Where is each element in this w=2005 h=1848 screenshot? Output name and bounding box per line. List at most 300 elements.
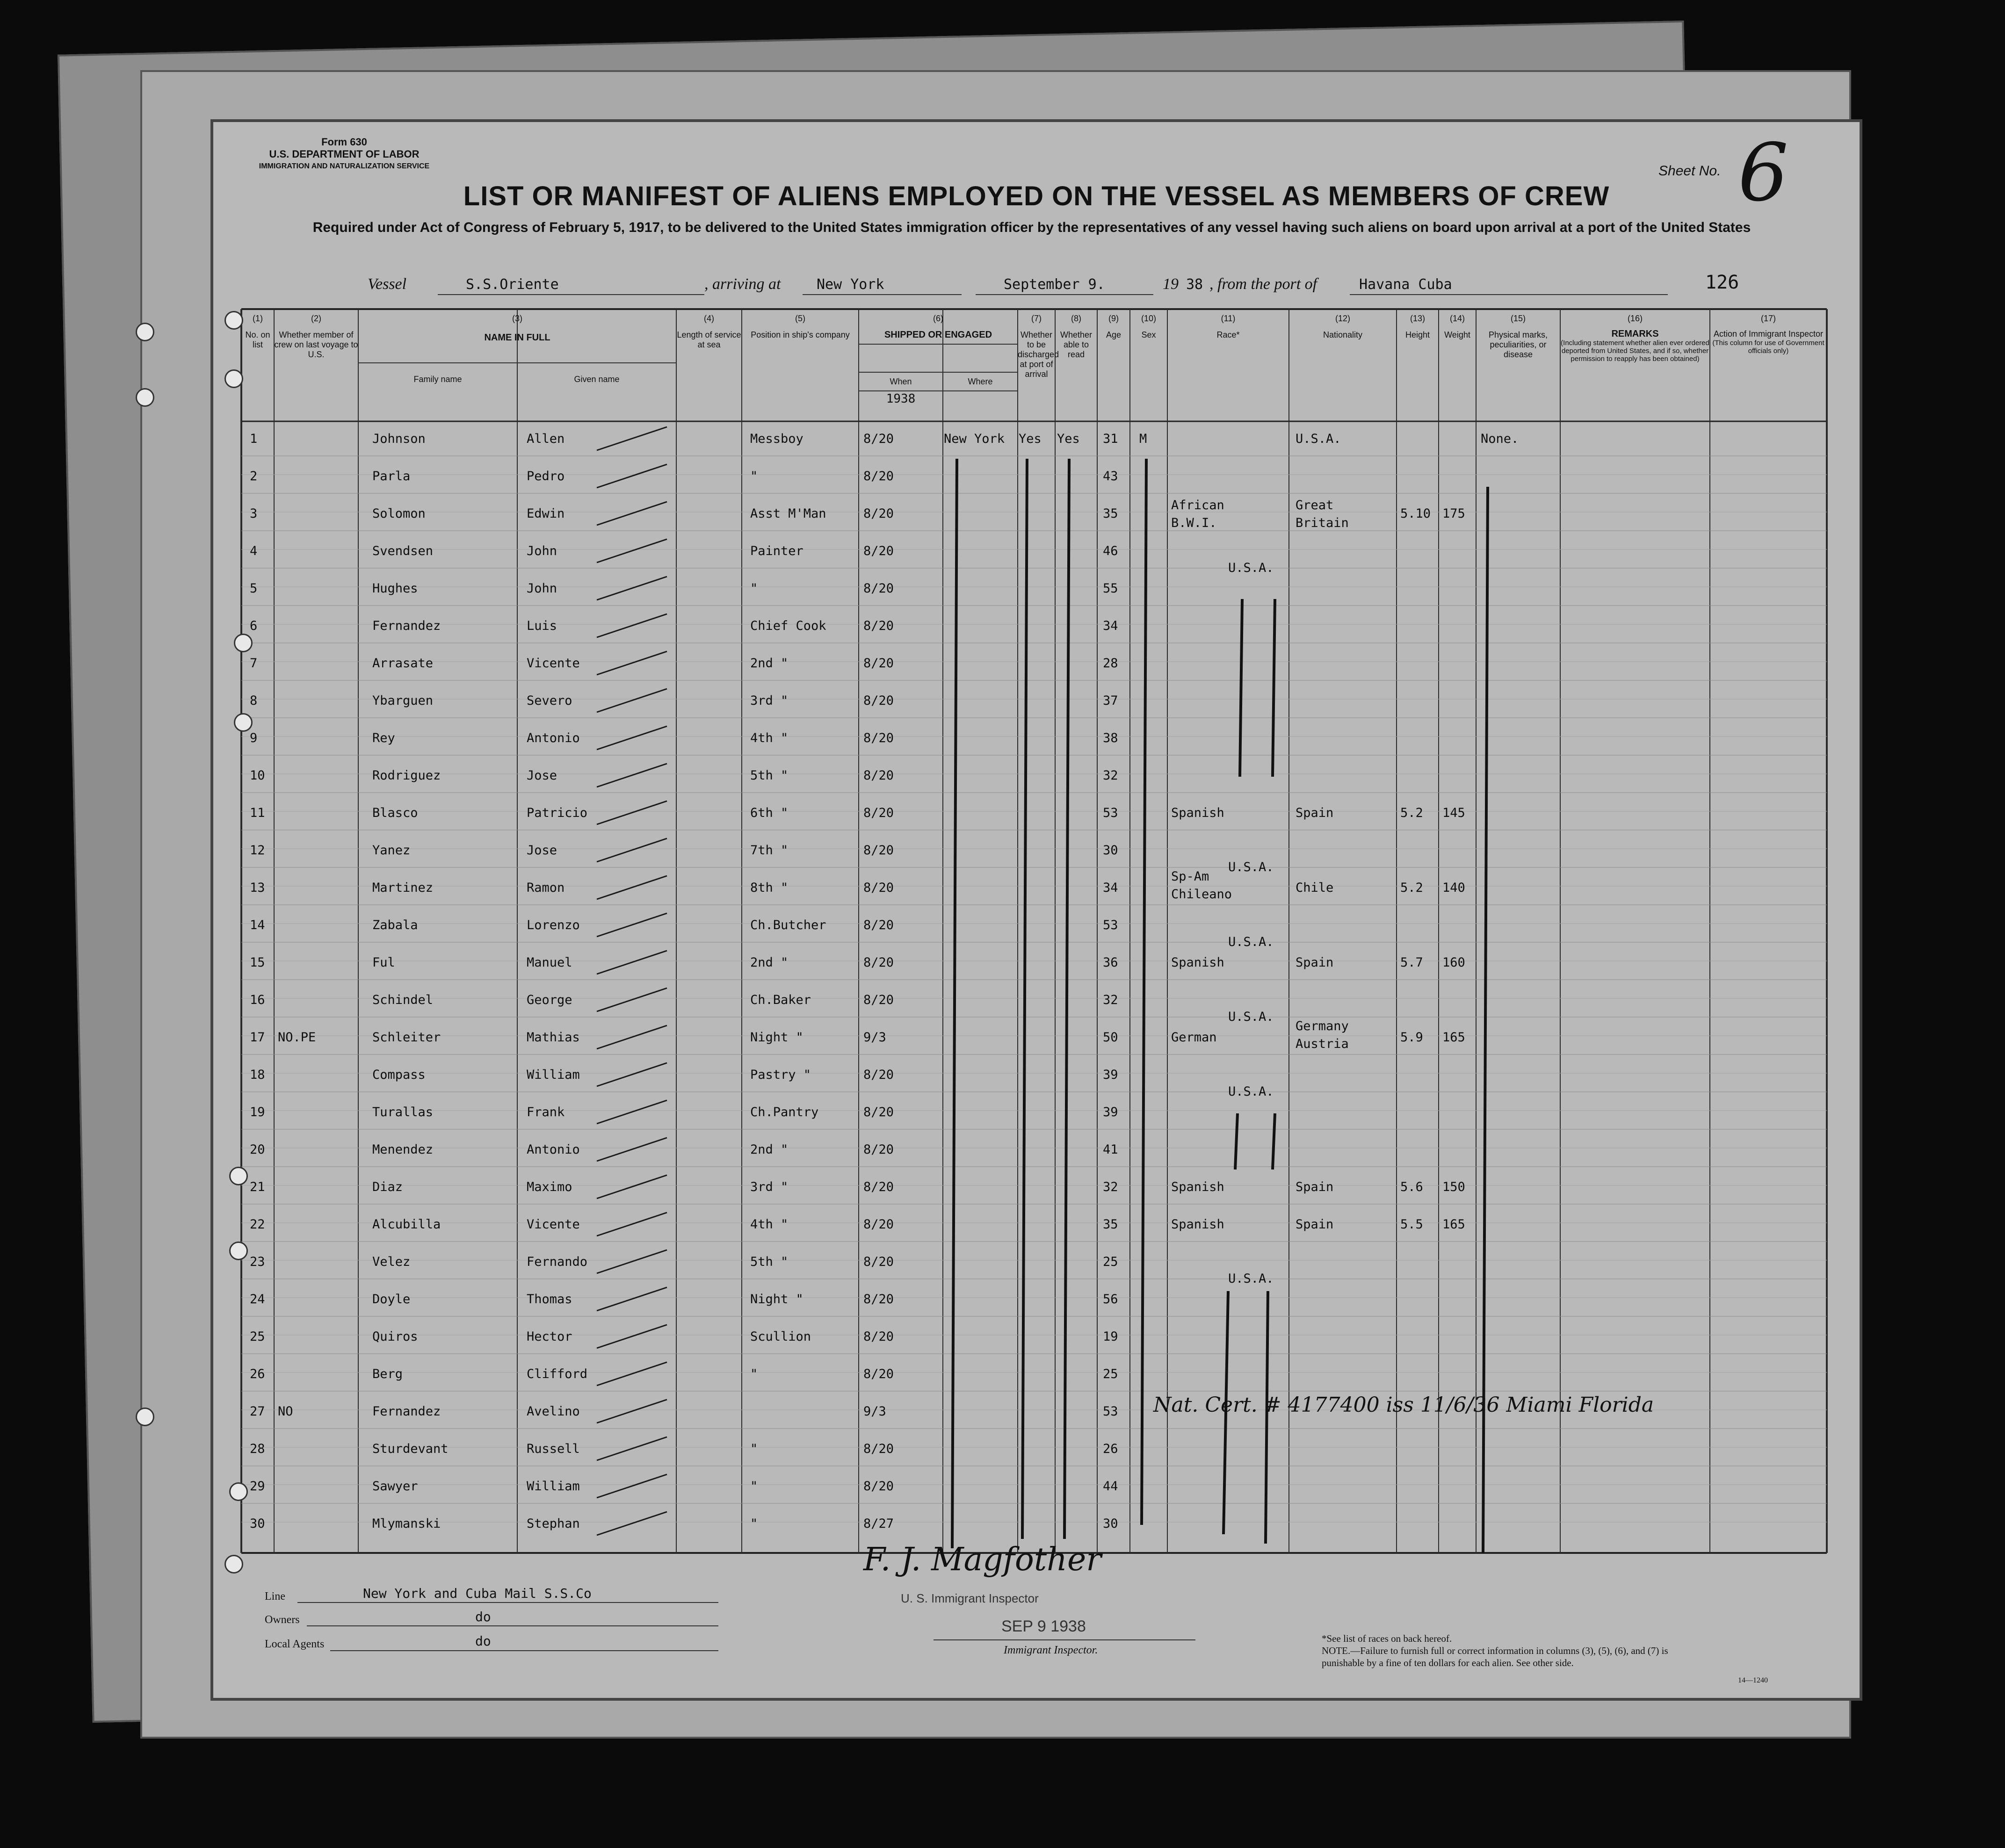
row-position-cell: Painter [750,544,803,558]
row-no-cell: 21 [250,1180,265,1194]
row-given-cell: Patricio [527,806,588,820]
check-tick-mark [597,577,667,600]
row-nat-cell: Spain [1296,1217,1334,1232]
check-tick-mark [597,876,667,899]
vessel-label: Vessel [368,275,407,293]
form-code: 14—1240 [1738,1676,1768,1684]
row-usa-above-cell: U.S.A. [1228,561,1274,575]
row-age-cell: 28 [1103,656,1118,671]
col-prev-voyage-header [274,314,358,360]
row-family-cell: Johnson [372,432,426,446]
year-prefix: 19 [1163,275,1179,293]
row-weight-cell: 145 [1442,806,1465,820]
form-number: Form 630 [321,136,367,148]
row-given-cell: William [527,1068,580,1082]
manifest-sheet [210,119,1862,1701]
row-family-cell: Velez [372,1255,411,1269]
sheet-number: 6 [1738,127,1789,219]
row-family-cell: Schindel [372,993,434,1007]
row-when-cell: 8/20 [863,1479,894,1494]
row-read-cell: Yes [1057,432,1080,446]
row-when-cell: 8/20 [863,993,894,1007]
col-age-header-label: Age [1106,330,1122,339]
col-race-header [1167,314,1289,340]
row-when-cell: 8/20 [863,544,894,558]
row-no-cell: 2 [250,469,258,484]
row-position-cell: 7th " [750,843,789,858]
inspector-signature: F. J. Magfother [863,1541,1101,1578]
agents-label: Local Agents [265,1638,325,1650]
agents-value: do [475,1633,491,1649]
row-family-cell: Zabala [372,918,418,932]
col-remarks-label: REMARKS [1611,329,1659,339]
row-position-cell: Chief Cook [750,619,826,633]
row-position-cell: " [750,581,758,596]
row-height-cell: 5.7 [1400,955,1423,970]
row-race-cell: Chileano [1171,887,1232,902]
check-tick-mark [597,1287,667,1311]
row-position-cell: 2nd " [750,1142,789,1157]
row-family-cell: Menendez [372,1142,434,1157]
row-prev-cell: NO.PE [278,1030,316,1045]
punch-hole [136,323,154,341]
row-family-cell: Solomon [372,506,426,521]
col-height-header-label: Height [1405,330,1430,339]
row-prev-cell: NO [278,1404,293,1419]
row-age-cell: 56 [1103,1292,1118,1307]
row-usa-above-cell: U.S.A. [1228,1271,1274,1286]
ditto-stroke [1240,599,1242,777]
col-discharge-header [1018,314,1059,379]
row-race2-cell: B.W.I. [1171,516,1217,530]
row-age-cell: 43 [1103,469,1118,484]
check-tick-mark [597,726,667,750]
row-family-cell: Diaz [372,1180,403,1194]
row-weight-cell: 165 [1442,1030,1465,1045]
row-family-cell: Sawyer [372,1479,418,1494]
departure-port: Havana Cuba [1359,276,1452,293]
row-when-cell: 8/20 [863,432,894,446]
row-no-cell: 18 [250,1068,265,1082]
row-no-cell: 17 [250,1030,265,1045]
row-height-cell: 5.5 [1400,1217,1423,1232]
row-when-cell: 8/20 [863,1329,894,1344]
row-when-cell: 8/20 [863,955,894,970]
col-race-header-num: (11) [1221,314,1236,323]
row-given-cell: Manuel [527,955,572,970]
owners-underline [307,1625,718,1626]
row-nat-cell: Great [1296,498,1334,513]
col-race-header-label: Race* [1216,330,1240,339]
row-position-cell: 4th " [750,731,789,745]
row-family-cell: Svendsen [372,544,434,558]
row-age-cell: 32 [1103,993,1118,1007]
row-given-cell: Pedro [527,469,565,484]
row-given-cell: Luis [527,619,557,633]
col-discharge-header-num: (7) [1031,314,1042,323]
check-tick-mark [597,1474,667,1498]
row-when-cell: 8/20 [863,881,894,895]
row-position-cell: " [750,1479,758,1494]
row-given-cell: Antonio [527,1142,580,1157]
col-age-header [1097,314,1130,340]
col-nationality-header [1289,314,1397,340]
check-tick-mark [597,1175,667,1198]
col-where-label: Where [968,377,993,386]
ditto-stroke [1142,459,1146,1525]
row-age-cell: 50 [1103,1030,1118,1045]
ditto-stroke [1235,1113,1238,1169]
row-when-cell: 8/20 [863,1180,894,1194]
col-year-value: 1938 [886,392,916,406]
row-no-cell: 9 [250,731,258,745]
row-no-cell: 19 [250,1105,265,1119]
col-action-note: (This column for use of Government officials only) [1712,339,1824,355]
row-when-cell: 8/20 [863,731,894,745]
check-tick-mark [597,1025,667,1049]
check-tick-mark [597,1512,667,1535]
row-weight-cell: 160 [1442,955,1465,970]
row-when-cell: 8/20 [863,656,894,671]
row-family-cell: Schleiter [372,1030,441,1045]
row-when-cell: 8/20 [863,1255,894,1269]
col-read-header-num: (8) [1071,314,1081,323]
row-position-cell: " [750,1516,758,1531]
row-age-cell: 34 [1103,881,1118,895]
row-no-cell: 1 [250,432,258,446]
row-given-cell: William [527,1479,580,1494]
ditto-stroke [1064,459,1069,1539]
col-name-header [358,314,676,343]
punch-hole [136,388,154,407]
check-tick-mark [597,1437,667,1460]
row-when-cell: 8/20 [863,768,894,783]
row-no-cell: 5 [250,581,258,596]
col-name-label: NAME IN FULL [484,332,550,343]
check-tick-mark [597,988,667,1011]
row-no-cell: 12 [250,843,265,858]
row-when-cell: 8/20 [863,843,894,858]
row-family-cell: Parla [372,469,411,484]
row-age-cell: 36 [1103,955,1118,970]
row-height-cell: 5.2 [1400,806,1423,820]
row-no-cell: 24 [250,1292,265,1307]
row-family-cell: Doyle [372,1292,411,1307]
owners-label: Owners [265,1614,300,1626]
col-read-header-label: Whether able to read [1060,330,1093,359]
row-height-cell: 5.9 [1400,1030,1423,1045]
row-no-cell: 7 [250,656,258,671]
row-when-cell: 8/20 [863,918,894,932]
punch-hole [229,1242,248,1260]
check-tick-mark [597,951,667,974]
agents-underline [330,1650,718,1651]
ditto-stroke [1273,599,1275,777]
row-age-cell: 32 [1103,768,1118,783]
row-nat2-cell: Britain [1296,516,1349,530]
row-position-cell: Ch.Butcher [750,918,826,932]
col-given-header [517,375,676,384]
row-height-cell: 5.10 [1400,506,1431,521]
serial-number: 126 [1705,272,1739,293]
row-when-cell: 8/20 [863,506,894,521]
col-name-num: (3) [512,314,522,323]
ditto-stroke [1273,1113,1275,1169]
col-no-header [241,314,274,350]
row-given-cell: Vicente [527,1217,580,1232]
punch-hole [224,311,243,330]
col-shipped-label: SHIPPED OR ENGAGED [884,330,992,340]
col-length-service-header-label: Length of service at sea [677,330,741,349]
page-subtitle: Required under Act of Congress of February 5, 1917, to be delivered to the United States immigration officer by the representatives of any vessel having such aliens on board upon arrival at a port of the United States [312,220,1751,235]
row-nat-cell: Spain [1296,806,1334,820]
row-race-cell: African [1171,498,1224,513]
row-no-cell: 30 [250,1516,265,1531]
row-nat-cell: Chile [1296,881,1334,895]
row-given-cell: Lorenzo [527,918,580,932]
punch-hole [136,1408,154,1426]
row-position-cell: " [750,469,758,484]
check-tick-mark [597,838,667,862]
check-tick-mark [597,614,667,637]
row-discharge-cell: Yes [1019,432,1042,446]
row-position-cell: Night " [750,1030,803,1045]
row-family-cell: Quiros [372,1329,418,1344]
punch-hole [224,1555,243,1574]
col-when-label: When [890,377,912,386]
col-remarks-note: (Including statement whether alien ever ordered deported from United States, and if so, whether permission to reapply has been obtained) [1561,339,1709,363]
row-age-cell: 30 [1103,843,1118,858]
col-position-header [742,314,859,340]
inspector-label: Immigrant Inspector. [1004,1644,1098,1656]
row-weight-cell: 150 [1442,1180,1465,1194]
row-age-cell: 53 [1103,806,1118,820]
row-weight-cell: 175 [1442,506,1465,521]
line-value: New York and Cuba Mail S.S.Co [363,1586,592,1601]
col-no-header-label: No. on list [245,330,270,349]
col-marks-header-label: Physical marks, peculiarities, or disease [1488,330,1548,359]
row-age-cell: 39 [1103,1068,1118,1082]
row-given-cell: Antonio [527,731,580,745]
row-race-cell: German [1171,1030,1217,1045]
check-tick-mark [597,1138,667,1161]
row-when-cell: 8/20 [863,581,894,596]
col-family-label: Family name [413,375,462,384]
row-race-cell: Spanish [1171,1180,1224,1194]
penalty-note: NOTE.—Failure to furnish full or correct information in columns (3), (5), (6), and (7) is punishable by a fine of ten dollars for each alien. See other side. [1322,1645,1668,1668]
row-usa-above-cell: U.S.A. [1228,1010,1274,1024]
row-when-cell: 8/20 [863,1217,894,1232]
col-weight-header [1439,314,1476,340]
col-action-header [1710,314,1827,355]
row-age-cell: 31 [1103,432,1118,446]
punch-hole [229,1167,248,1185]
row-family-cell: Rodriguez [372,768,441,783]
col-prev-voyage-header-label: Whether member of crew on last voyage to U.S. [274,330,358,359]
check-tick-mark [597,1100,667,1124]
row-age-cell: 25 [1103,1367,1118,1381]
row-nat-above-cell: Germany [1296,1019,1349,1033]
col-height-header [1397,314,1439,340]
row-given-cell: Severo [527,693,572,708]
row-position-cell: 3rd " [750,693,789,708]
row-race-above-cell: Sp-Am [1171,869,1209,884]
row-age-cell: 41 [1103,1142,1118,1157]
row-given-cell: Ramon [527,881,565,895]
col-sex-header-num: (10) [1141,314,1156,323]
row-family-cell: Ful [372,955,395,970]
row-position-cell: Pastry " [750,1068,811,1082]
row-given-cell: John [527,544,557,558]
check-tick-mark [597,1400,667,1423]
inspector-stamp: U. S. Immigrant Inspector [901,1591,1039,1605]
col-no-header-num: (1) [253,314,263,323]
ditto-stroke [1266,1291,1268,1544]
row-where-cell: New York [944,432,1005,446]
check-tick-mark [597,539,667,563]
col-year-header [859,394,943,404]
row-position-cell: Ch.Baker [750,993,811,1007]
check-tick-mark [597,502,667,525]
row-position-cell: " [750,1442,758,1456]
row-position-cell: Asst M'Man [750,506,826,521]
department: U.S. DEPARTMENT OF LABOR [269,148,420,160]
col-sex-header-label: Sex [1141,330,1156,339]
row-no-cell: 27 [250,1404,265,1419]
service: IMMIGRATION AND NATURALIZATION SERVICE [259,162,430,170]
check-tick-mark [597,913,667,937]
col-read-header [1055,314,1097,360]
row-given-cell: Frank [527,1105,565,1119]
row-position-cell: Messboy [750,432,803,446]
row-given-cell: Stephan [527,1516,580,1531]
row-no-cell: 10 [250,768,265,783]
col-prev-voyage-header-num: (2) [311,314,321,323]
col-age-header-num: (9) [1108,314,1119,323]
row-age-cell: 35 [1103,506,1118,521]
row-no-cell: 23 [250,1255,265,1269]
row-given-cell: Clifford [527,1367,588,1381]
row-when-cell: 8/20 [863,1068,894,1082]
row-family-cell: Ybarguen [372,693,434,708]
col-discharge-header-label: Whether to be discharged at port of arrival [1018,330,1059,379]
col-action-num: (17) [1760,314,1776,323]
col-position-header-label: Position in ship's company [751,330,850,339]
check-tick-mark [597,1063,667,1086]
row-when-cell: 8/20 [863,806,894,820]
row-given-cell: Maximo [527,1180,572,1194]
row-position-cell: 5th " [750,768,789,783]
row-given-cell: John [527,581,557,596]
row-when-cell: 8/20 [863,693,894,708]
row-given-cell: Hector [527,1329,572,1344]
row-no-cell: 28 [250,1442,265,1456]
row-race-cell: Spanish [1171,1217,1224,1232]
row-age-cell: 44 [1103,1479,1118,1494]
row-usa-above-cell: U.S.A. [1228,860,1274,874]
row-remark-handwritten: Nat. Cert. # 4177400 iss 11/6/36 Miami Florida [1153,1393,1654,1417]
ditto-stroke [952,459,957,1548]
row-sex-cell: M [1139,432,1147,446]
col-marks-header [1476,314,1560,360]
line-underline [297,1602,718,1603]
row-family-cell: Compass [372,1068,426,1082]
row-age-cell: 53 [1103,1404,1118,1419]
check-tick-mark [597,427,667,450]
row-age-cell: 25 [1103,1255,1118,1269]
col-nationality-header-num: (12) [1335,314,1350,323]
row-no-cell: 26 [250,1367,265,1381]
row-family-cell: Rey [372,731,395,745]
row-when-cell: 8/20 [863,1442,894,1456]
row-no-cell: 22 [250,1217,265,1232]
row-position-cell: 5th " [750,1255,789,1269]
row-when-cell: 8/20 [863,469,894,484]
row-position-cell: Scullion [750,1329,811,1344]
row-position-cell: 2nd " [750,955,789,970]
row-given-cell: Allen [527,432,565,446]
row-race-cell: Spanish [1171,955,1224,970]
row-family-cell: Blasco [372,806,418,820]
col-shipped-num: (6) [933,314,943,323]
row-age-cell: 37 [1103,693,1118,708]
row-when-cell: 9/3 [863,1404,886,1419]
sheet-no-label: Sheet No. [1658,163,1721,179]
row-height-cell: 5.2 [1400,881,1423,895]
row-family-cell: Turallas [372,1105,434,1119]
col-action-label: Action of Immigrant Inspector [1713,329,1824,339]
row-no-cell: 29 [250,1479,265,1494]
row-family-cell: Alcubilla [372,1217,441,1232]
col-shipped-header [859,314,1018,340]
row-nat-cell: U.S.A. [1296,432,1341,446]
row-given-cell: Edwin [527,506,565,521]
row-given-cell: Jose [527,768,557,783]
row-weight-cell: 140 [1442,881,1465,895]
row-position-cell: 8th " [750,881,789,895]
row-no-cell: 20 [250,1142,265,1157]
row-family-cell: Berg [372,1367,403,1381]
row-no-cell: 8 [250,693,258,708]
row-no-cell: 13 [250,881,265,895]
row-when-cell: 8/27 [863,1516,894,1531]
row-race-cell: Spanish [1171,806,1224,820]
check-tick-mark [597,801,667,824]
row-given-cell: Avelino [527,1404,580,1419]
row-family-cell: Mlymanski [372,1516,441,1531]
row-no-cell: 3 [250,506,258,521]
check-tick-mark [597,764,667,787]
col-position-header-num: (5) [795,314,805,323]
row-when-cell: 8/20 [863,1367,894,1381]
row-given-cell: Jose [527,843,557,858]
row-position-cell: Night " [750,1292,803,1307]
check-tick-mark [597,1250,667,1273]
col-length-service-header [676,314,742,350]
col-family-header [358,375,517,384]
punch-hole [234,713,253,732]
races-note: *See list of races on back hereof. [1322,1633,1452,1644]
row-position-cell: Ch.Pantry [750,1105,819,1119]
col-weight-header-num: (14) [1449,314,1465,323]
row-position-cell: 6th " [750,806,789,820]
row-marks-cell: None. [1481,432,1519,446]
row-age-cell: 53 [1103,918,1118,932]
row-when-cell: 8/20 [863,619,894,633]
row-no-cell: 11 [250,806,265,820]
row-position-cell: 4th " [750,1217,789,1232]
arriving-label: , arriving at [704,275,781,293]
